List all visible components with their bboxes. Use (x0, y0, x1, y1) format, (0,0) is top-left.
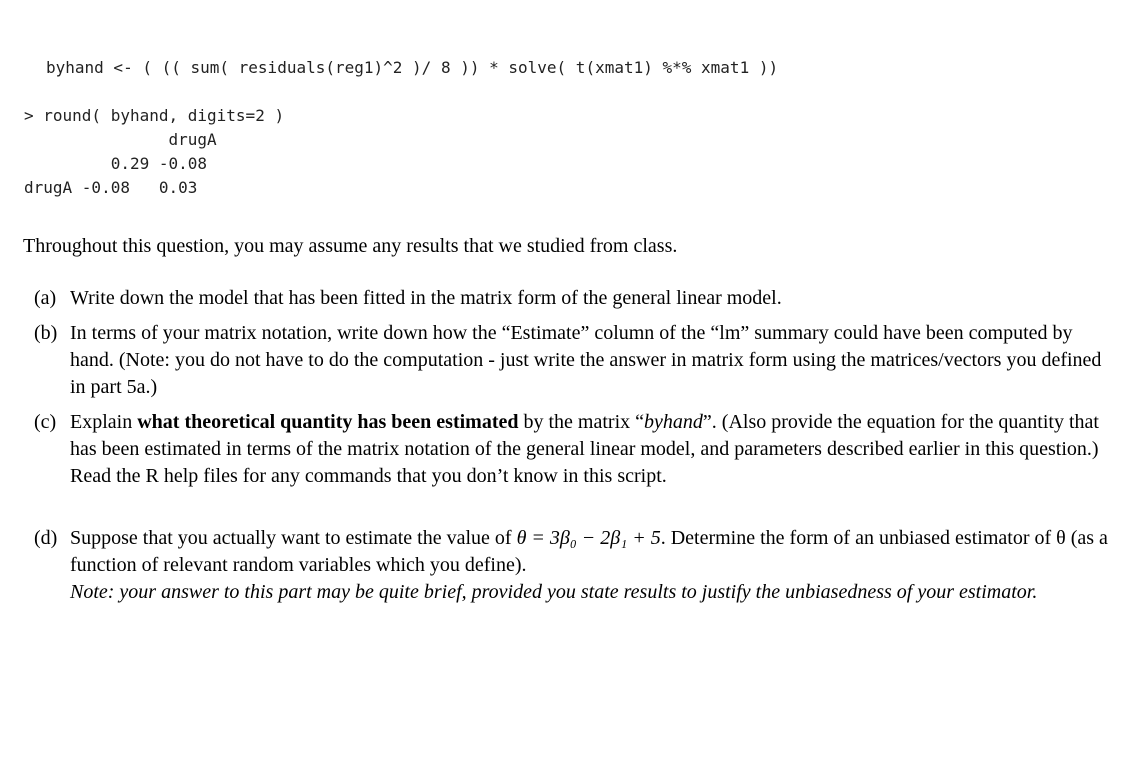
question-label: (a) (34, 287, 57, 309)
question-extra-note: Read the R help files for any commands that you don’t know in this script. (70, 465, 667, 487)
r-code-byhand-line: byhand <- ( (( sum( residuals(reg1)^2 )/ 8 )) * solve( t(xmat1) %*% xmat1 )) (46, 58, 779, 77)
question-text (70, 409, 1114, 463)
question-label: (b) (34, 322, 58, 344)
matrix-output-row: 0.29 -0.08 (24, 154, 208, 173)
question-text-segment: Explain (70, 411, 138, 433)
question-text-segment: . Determine the form of an unbiased estimator of θ (as a function of relevant random variables which you define). (70, 527, 1108, 576)
question-text-segment: ”. (Also provide the equation for the quantity that has been estimated in terms of the matrix notation of the general linear model, and parameters described earlier in this question.) (70, 411, 1099, 460)
question-text (70, 525, 1114, 579)
question-emphasis: what theoretical quantity has been estimated (137, 411, 519, 433)
question-note: Note: your answer to this part may be quite brief, provided you state results to justify the unbiasedness of your estimator. (70, 581, 1038, 603)
question-label: (d) (34, 527, 58, 549)
question-italic-term: byhand (644, 411, 703, 433)
question-text: Write down the model that has been fitted in the matrix form of the general linear model. (70, 287, 782, 309)
question-text: In terms of your matrix notation, write down how the “Estimate” column of the “lm” summary could have been computed by hand. (Note: you do not have to do the computation - just write the answer in matrix form using the matrices/vectors you defined in part 5a.) (70, 322, 1102, 398)
question-intro: Throughout this question, you may assume any results that we studied from class. (23, 235, 678, 257)
matrix-output-row: drugA -0.08 0.03 (24, 178, 198, 197)
theta-equation: θ = 3β₀ − 2β₁ + 5 (516, 527, 661, 549)
r-console-round-command: > round( byhand, digits=2 ) (24, 106, 285, 125)
question-label: (c) (34, 411, 57, 433)
question-text-segment: by the matrix “ (518, 411, 645, 433)
matrix-output-header: drugA (24, 130, 217, 149)
question-text-segment: Suppose that you actually want to estimate the value of (70, 527, 517, 549)
